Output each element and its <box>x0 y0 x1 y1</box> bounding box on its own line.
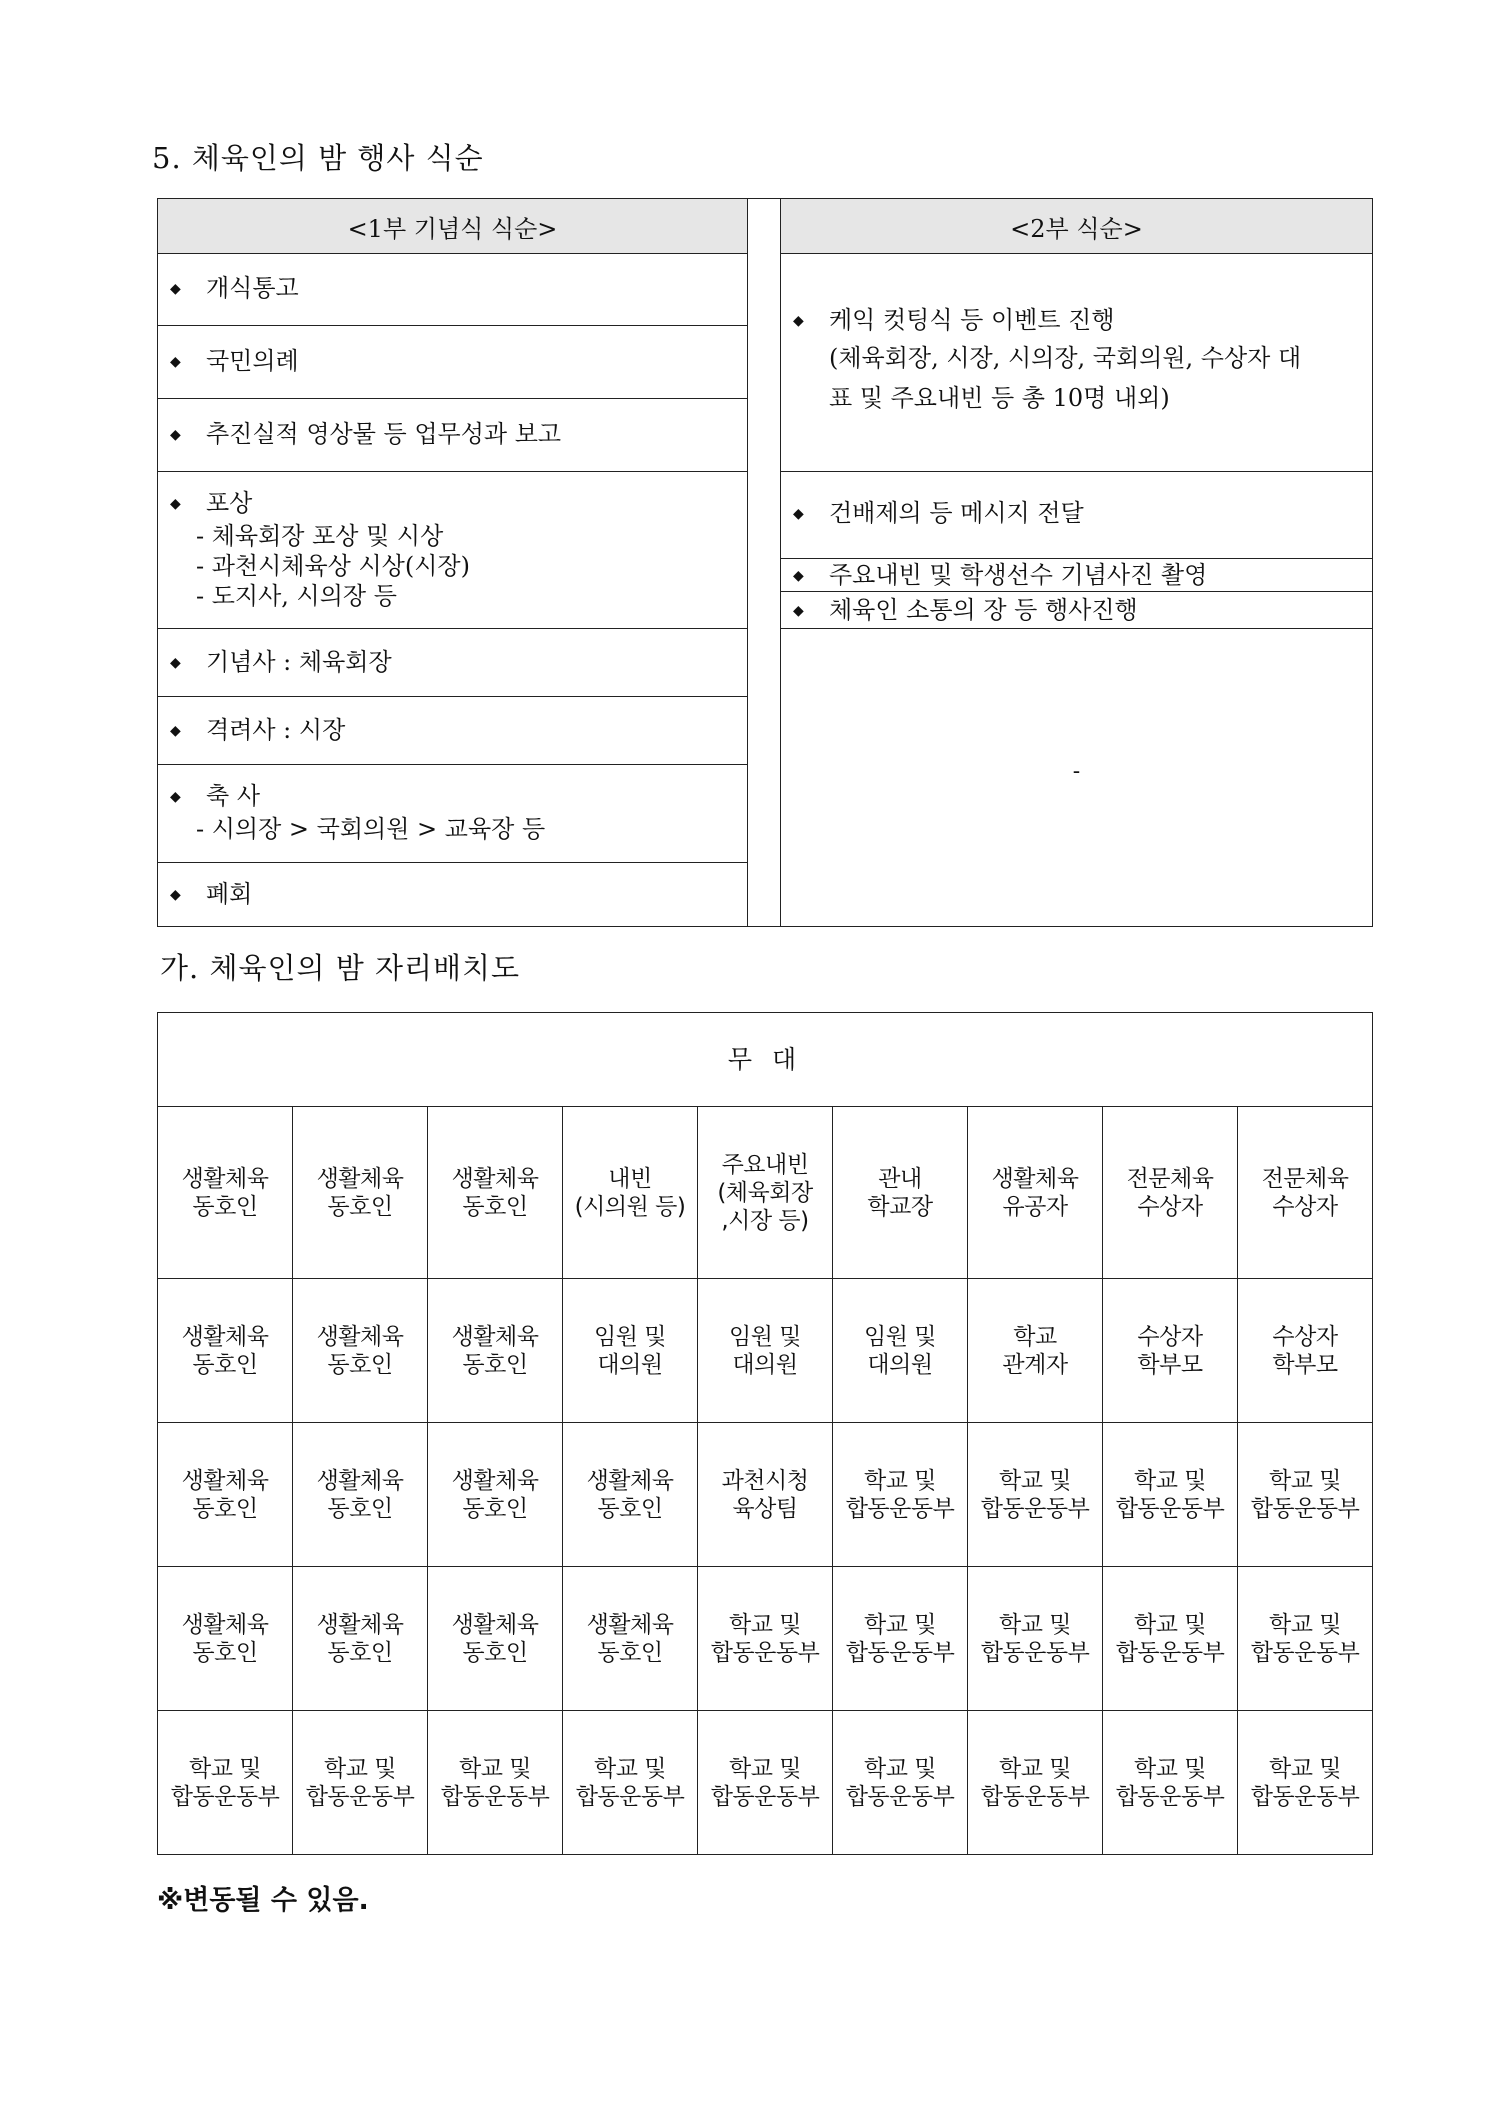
diamond-bullet-icon: ◆ <box>793 568 804 584</box>
seat-label-line: 생활체육 <box>181 1611 269 1638</box>
part2-header: <2부 식순> <box>781 199 1372 254</box>
seat-label-line: 학교 및 <box>324 1755 396 1782</box>
seat-label-line: ,시장 등) <box>721 1207 809 1234</box>
seat-label-line: 생활체육 <box>316 1165 404 1192</box>
seat-label-line: 동호인 <box>597 1639 663 1666</box>
seat-cell <box>833 1107 968 1279</box>
seating-chart <box>157 1012 1373 1855</box>
seat-cell <box>1103 1423 1238 1567</box>
seat-label-line: 동호인 <box>192 1351 258 1378</box>
seat-cell <box>158 1423 293 1567</box>
seat-label-line: 학교 및 <box>1269 1467 1341 1494</box>
part2-row-4 <box>781 592 1372 629</box>
seat-cell <box>1238 1107 1373 1279</box>
part1-subitem: - 체육회장 포상 및 시상 <box>196 522 444 550</box>
seat-label-line: 생활체육 <box>451 1165 539 1192</box>
seat-cell <box>293 1711 428 1855</box>
seat-cell <box>968 1279 1103 1423</box>
seat-cell <box>1238 1711 1373 1855</box>
diamond-bullet-icon: ◆ <box>170 427 181 443</box>
part1-row-4 <box>158 472 747 629</box>
seating-row <box>158 1423 1373 1567</box>
part1-header: <1부 기념식 식순> <box>158 199 747 254</box>
seat-cell <box>698 1107 833 1279</box>
part1-row-2 <box>158 326 747 399</box>
seat-cell <box>968 1567 1103 1711</box>
part1-item-2: ◆ 국민의례 <box>170 344 735 379</box>
seat-label-line: 동호인 <box>327 1193 393 1220</box>
seat-label-line: 대의원 <box>732 1351 798 1378</box>
seat-cell <box>698 1711 833 1855</box>
seat-label-line: 합동운동부 <box>1250 1783 1360 1810</box>
part1-item-6: ◆ 격려사 : 시장 <box>170 713 735 748</box>
seat-label-line: 동호인 <box>327 1495 393 1522</box>
seat-label-line: 대의원 <box>597 1351 663 1378</box>
diamond-bullet-icon: ◆ <box>793 506 804 522</box>
seat-label-line: 학교 및 <box>1269 1611 1341 1638</box>
seat-label-line: 주요내빈 <box>721 1151 809 1178</box>
seat-label-line: 생활체육 <box>451 1323 539 1350</box>
seat-label-line: 동호인 <box>462 1351 528 1378</box>
seat-label-line: 생활체육 <box>181 1323 269 1350</box>
seat-label-line: 학교 및 <box>999 1467 1071 1494</box>
column-gap <box>748 198 780 927</box>
seat-label-line: 학교 및 <box>864 1467 936 1494</box>
seat-label-line: 동호인 <box>192 1193 258 1220</box>
diamond-bullet-icon: ◆ <box>170 354 181 370</box>
seat-cell <box>833 1567 968 1711</box>
seat-cell <box>833 1711 968 1855</box>
seat-label-line: 생활체육 <box>586 1467 674 1494</box>
part1-row-1 <box>158 253 747 326</box>
diamond-bullet-icon: ◆ <box>793 603 804 619</box>
seat-cell <box>563 1107 698 1279</box>
seat-label-line: 생활체육 <box>181 1165 269 1192</box>
seat-label-line: 합동운동부 <box>1115 1783 1225 1810</box>
part1-subitem: - 시의장 > 국회의원 > 교육장 등 <box>196 815 546 843</box>
seat-cell <box>158 1279 293 1423</box>
seat-cell <box>158 1711 293 1855</box>
diamond-bullet-icon: ◆ <box>170 887 181 903</box>
seat-label-line: 합동운동부 <box>1115 1495 1225 1522</box>
seat-label-line: 과천시청 <box>721 1467 809 1494</box>
seat-label-line: 동호인 <box>597 1495 663 1522</box>
diamond-bullet-icon: ◆ <box>170 789 181 805</box>
seat-cell <box>428 1711 563 1855</box>
seat-cell <box>1103 1711 1238 1855</box>
seat-label-line: 학교 및 <box>1134 1611 1206 1638</box>
seat-cell <box>833 1279 968 1423</box>
diamond-bullet-icon: ◆ <box>170 496 181 512</box>
seat-label-line: 임원 및 <box>729 1323 801 1350</box>
seat-label-line: 합동운동부 <box>980 1639 1090 1666</box>
seat-label-line: 관내 <box>878 1165 922 1192</box>
seat-label-line: 학교 및 <box>864 1755 936 1782</box>
seat-label-line: 생활체육 <box>316 1611 404 1638</box>
seat-cell <box>968 1711 1103 1855</box>
part1-item-5: ◆ 기념사 : 체육회장 <box>170 645 735 680</box>
seat-label-line: 전문체육 <box>1126 1165 1214 1192</box>
seat-label-line: 동호인 <box>462 1495 528 1522</box>
seat-label-line: 합동운동부 <box>575 1783 685 1810</box>
seat-cell <box>1238 1423 1373 1567</box>
seat-cell <box>428 1107 563 1279</box>
seat-label-line: 합동운동부 <box>710 1783 820 1810</box>
part1-row-3 <box>158 399 747 472</box>
seat-label-line: 동호인 <box>462 1639 528 1666</box>
seat-label-line: 합동운동부 <box>440 1783 550 1810</box>
seat-cell <box>563 1711 698 1855</box>
seat-label-line: 학부모 <box>1137 1351 1203 1378</box>
seat-label-line: 수상자 <box>1272 1193 1338 1220</box>
seat-cell <box>1238 1567 1373 1711</box>
seat-cell <box>158 1567 293 1711</box>
diamond-bullet-icon: ◆ <box>170 281 181 297</box>
seat-label-line: 합동운동부 <box>845 1639 955 1666</box>
seat-label-line: 생활체육 <box>181 1467 269 1494</box>
part2-item-1: ◆ 케익 컷팅식 등 이벤트 진행 (체육회장, 시장, 시의장, 국회의원, 수상자 대 표 및 주요내빈 등 총 10명 내외) <box>793 306 1302 412</box>
seat-label-line: 유공자 <box>1002 1193 1068 1220</box>
seat-cell <box>428 1423 563 1567</box>
part1-item-4: ◆ 포상 - 체육회장 포상 및 시상 - 과천시체육상 시상(시장) - 도지사, 시의장 등 <box>170 486 735 611</box>
seat-cell <box>293 1279 428 1423</box>
part2-row-2 <box>781 472 1372 559</box>
seat-cell <box>1238 1279 1373 1423</box>
diamond-bullet-icon: ◆ <box>793 313 804 329</box>
seat-label-line: 생활체육 <box>451 1467 539 1494</box>
seating-row <box>158 1711 1373 1855</box>
seat-cell <box>293 1567 428 1711</box>
seat-label-line: 대의원 <box>867 1351 933 1378</box>
part2-item-2: ◆ 건배제의 등 메시지 전달 <box>793 496 1360 531</box>
seat-label-line: 학교 및 <box>189 1755 261 1782</box>
seat-label-line: 합동운동부 <box>980 1783 1090 1810</box>
seat-cell <box>563 1567 698 1711</box>
seat-label-line: 합동운동부 <box>1115 1639 1225 1666</box>
seat-label-line: 학교 및 <box>999 1611 1071 1638</box>
seat-label-line: 합동운동부 <box>710 1639 820 1666</box>
part2-item-3: ◆ 주요내빈 및 학생선수 기념사진 촬영 <box>793 558 1360 593</box>
part1-row-7 <box>158 765 747 863</box>
diamond-bullet-icon: ◆ <box>170 723 181 739</box>
seat-label-line: 동호인 <box>192 1495 258 1522</box>
seating-row <box>158 1567 1373 1711</box>
seat-cell <box>428 1567 563 1711</box>
seat-cell <box>968 1423 1103 1567</box>
seat-cell <box>1103 1107 1238 1279</box>
seat-cell <box>833 1423 968 1567</box>
seat-label-line: 학교 및 <box>999 1755 1071 1782</box>
part1-program-box <box>157 198 748 927</box>
seat-label-line: 합동운동부 <box>1250 1495 1360 1522</box>
seat-label-line: (체육회장 <box>717 1179 813 1206</box>
seat-label-line: 생활체육 <box>451 1611 539 1638</box>
seat-label-line: 학교 및 <box>864 1611 936 1638</box>
change-notice: ※변동될 수 있음. <box>157 1885 369 1916</box>
seating-row <box>158 1279 1373 1423</box>
seat-label-line: 생활체육 <box>316 1323 404 1350</box>
seat-label-line: 합동운동부 <box>305 1783 415 1810</box>
seat-label-line: 동호인 <box>327 1351 393 1378</box>
seat-label-line: 합동운동부 <box>845 1495 955 1522</box>
seat-label-line: 임원 및 <box>594 1323 666 1350</box>
seat-label-line: 학교 및 <box>459 1755 531 1782</box>
seat-cell <box>428 1279 563 1423</box>
seat-cell <box>293 1107 428 1279</box>
seat-label-line: 동호인 <box>327 1639 393 1666</box>
seat-label-line: 생활체육 <box>316 1467 404 1494</box>
seat-label-line: 육상팀 <box>732 1495 798 1522</box>
seat-label-line: 학교 및 <box>729 1755 801 1782</box>
seat-cell <box>293 1423 428 1567</box>
seat-label-line: 수상자 <box>1272 1323 1338 1350</box>
seat-label-line: 학교 및 <box>1269 1755 1341 1782</box>
seat-label-line: 수상자 <box>1137 1323 1203 1350</box>
seat-label-line: 관계자 <box>1002 1351 1068 1378</box>
part1-subitem: - 도지사, 시의장 등 <box>196 582 397 610</box>
seat-label-line: 학교 및 <box>1134 1467 1206 1494</box>
seat-label-line: 전문체육 <box>1261 1165 1349 1192</box>
seat-cell <box>563 1279 698 1423</box>
part1-item-8: ◆ 폐회 <box>170 877 735 912</box>
seat-label-line: 합동운동부 <box>1250 1639 1360 1666</box>
seat-label-line: 생활체육 <box>991 1165 1079 1192</box>
seat-label-line: 학교 및 <box>1134 1755 1206 1782</box>
seat-cell <box>698 1423 833 1567</box>
part1-row-5 <box>158 629 747 697</box>
seating-title: 가. 체육인의 밤 자리배치도 <box>160 951 521 985</box>
seat-cell <box>968 1107 1103 1279</box>
stage-cell: 무 대 <box>158 1013 1373 1107</box>
seat-label-line: 학교장 <box>867 1193 933 1220</box>
part2-row-1 <box>781 253 1372 472</box>
part2-item-4: ◆ 체육인 소통의 장 등 행사진행 <box>793 593 1360 628</box>
seat-label-line: 내빈 <box>608 1165 652 1192</box>
seat-label-line: 합동운동부 <box>980 1495 1090 1522</box>
part1-item-1: ◆ 개식통고 <box>170 271 735 306</box>
seat-label-line: 학교 및 <box>729 1611 801 1638</box>
seat-cell <box>1103 1279 1238 1423</box>
seat-label-line: 합동운동부 <box>845 1783 955 1810</box>
seat-label-line: 학교 <box>1013 1323 1057 1350</box>
seat-label-line: 합동운동부 <box>170 1783 280 1810</box>
part1-subitem: - 과천시체육상 시상(시장) <box>196 552 470 580</box>
part1-row-8 <box>158 863 747 926</box>
seat-label-line: 학부모 <box>1272 1351 1338 1378</box>
seat-cell <box>1103 1567 1238 1711</box>
section-title: 5. 체육인의 밤 행사 식순 <box>152 141 484 175</box>
part2-row-3 <box>781 559 1372 592</box>
seat-cell <box>698 1567 833 1711</box>
seat-label-line: 수상자 <box>1137 1193 1203 1220</box>
part1-row-6 <box>158 697 747 765</box>
seating-row <box>158 1107 1373 1279</box>
seat-cell <box>698 1279 833 1423</box>
seat-label-line: 동호인 <box>192 1639 258 1666</box>
part1-item-7: ◆ 축 사 - 시의장 > 국회의원 > 교육장 등 <box>170 779 735 844</box>
seat-label-line: 학교 및 <box>594 1755 666 1782</box>
seat-cell <box>158 1107 293 1279</box>
seat-label-line: 동호인 <box>462 1193 528 1220</box>
part1-item-3: ◆ 추진실적 영상물 등 업무성과 보고 <box>170 417 735 452</box>
diamond-bullet-icon: ◆ <box>170 655 181 671</box>
empty-cell-dash: - <box>1072 759 1081 784</box>
seat-label-line: (시의원 등) <box>574 1193 686 1220</box>
seat-label-line: 임원 및 <box>864 1323 936 1350</box>
part2-program-box <box>780 198 1373 927</box>
seat-label-line: 생활체육 <box>586 1611 674 1638</box>
seat-cell <box>563 1423 698 1567</box>
